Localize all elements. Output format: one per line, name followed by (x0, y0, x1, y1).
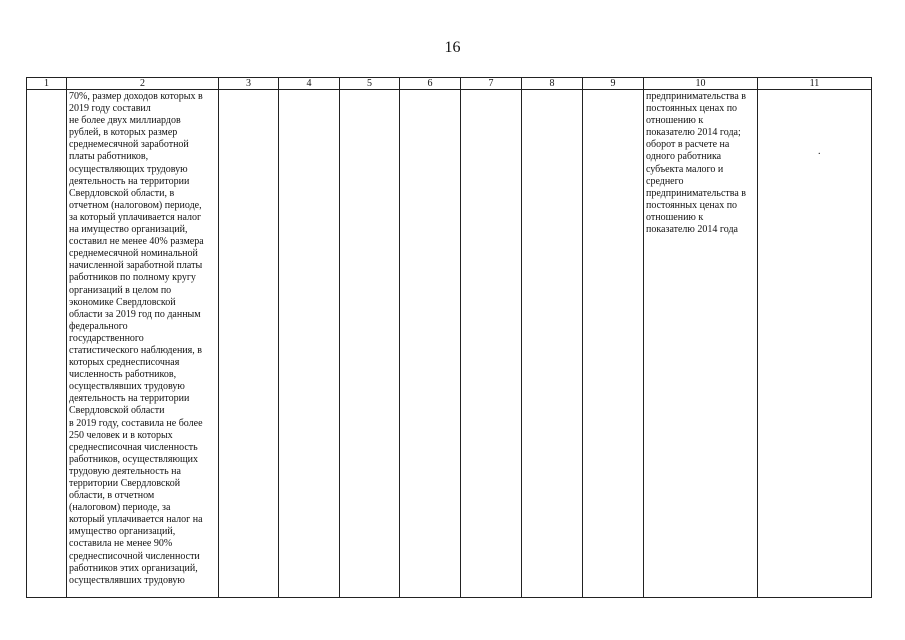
column-header-8: 8 (522, 78, 583, 90)
table-header-row (27, 78, 872, 90)
cell-col-6 (400, 90, 461, 598)
column-header-11: 11 (758, 78, 872, 90)
column-header-1: 1 (27, 78, 67, 90)
column-header-2: 2 (67, 78, 219, 90)
cell-text (279, 90, 339, 596)
cell-text (27, 90, 66, 596)
cell-text: предпринимательства в постоянных ценах по отношению к показателю 2014 года; оборот в расчете на одного работника субъекта малого и среднего предпринимательства в постоянных ценах по отношению к показателю 2014 года (646, 91, 747, 236)
cell-text: 70%, размер доходов которых в 2019 году составил не более двух миллиардов рублей, в которых размер среднемесячной заработной платы работников, осуществляющих трудовую деятельность на территории Свердловской области, в отчетном (налоговом) периоде, за который уплачивается налог на имущество организаций, составил не менее 40% размера среднемесячной номинальной начисленной заработной платы работников по полному кругу организаций в целом по экономике Свердловской области за 2019 год по данным федерального государственного статистического наблюдения, в которых среднесписочная численность работников, осуществлявших трудовую деятельность на территории Свердловской области в 2019 году, составила не более 250 человек и в которых среднесписочная численность работников, осуществляющих трудовую деятельность на территории Свердловской области, в отчетном (налоговом) периоде, за который уплачивается налог на имущество организаций, составила не менее 90% среднесписочной численности работников этих организаций, осуществлявших трудовую (69, 91, 204, 586)
cell-col-5 (340, 90, 400, 598)
cell-col-4 (279, 90, 340, 598)
column-header-3: 3 (219, 78, 279, 90)
cell-col-10 (644, 90, 758, 598)
stray-mark: . (818, 146, 821, 157)
cell-text (461, 90, 521, 596)
table-row (27, 90, 872, 598)
cell-text (219, 90, 278, 596)
column-header-7: 7 (461, 78, 522, 90)
cell-text (583, 90, 643, 596)
data-table (26, 77, 872, 598)
cell-text (340, 90, 399, 596)
column-header-4: 4 (279, 78, 340, 90)
column-header-9: 9 (583, 78, 644, 90)
cell-col-11 (758, 90, 872, 598)
cell-text (758, 90, 871, 596)
cell-col-2 (67, 90, 219, 598)
cell-text (522, 90, 582, 596)
column-header-5: 5 (340, 78, 400, 90)
cell-col-7 (461, 90, 522, 598)
page-number: 16 (444, 39, 461, 56)
cell-col-1 (27, 90, 67, 598)
cell-col-8 (522, 90, 583, 598)
column-header-6: 6 (400, 78, 461, 90)
column-header-10: 10 (644, 78, 758, 90)
cell-text (400, 90, 460, 596)
cell-col-9 (583, 90, 644, 598)
cell-col-3 (219, 90, 279, 598)
